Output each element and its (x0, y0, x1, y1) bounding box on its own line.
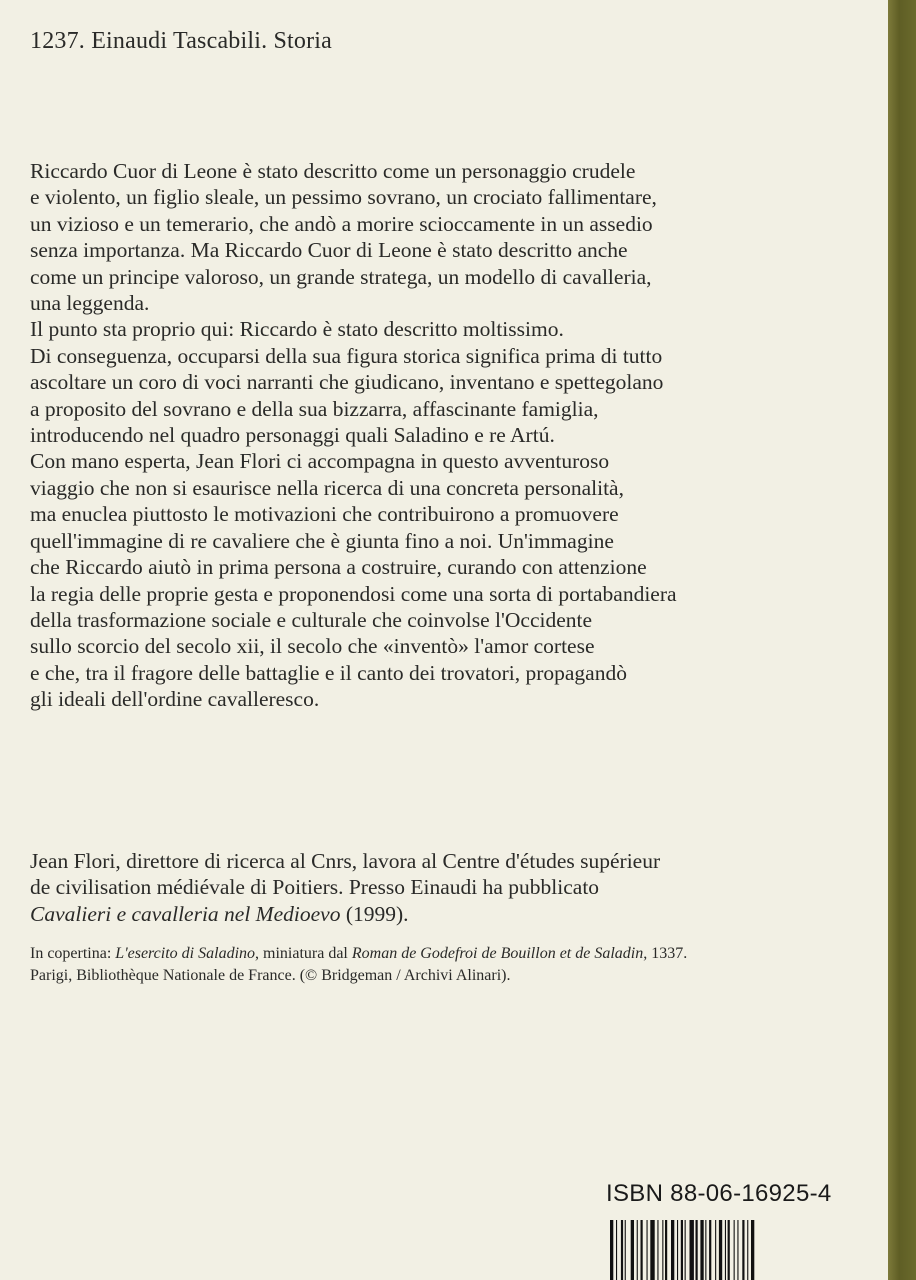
barcode-bar (650, 1220, 654, 1280)
author-bio-line (30, 901, 880, 927)
series-title: 1237. Einaudi Tascabili. Storia (30, 28, 333, 54)
barcode-bar (665, 1220, 667, 1280)
isbn-number: ISBN 88-06-16925-4 (606, 1180, 832, 1207)
blurb-line: un vizioso e un temerario, che andò a morire scioccamente in un assedio (30, 211, 653, 236)
barcode-bar (685, 1220, 686, 1280)
blurb-line: ascoltare un coro di voci narranti che giudicano, inventano e spettegolano (30, 370, 664, 395)
barcode-bar (671, 1220, 674, 1280)
barcode-bar (725, 1220, 726, 1280)
barcode-bar (737, 1220, 738, 1280)
author-bio (30, 848, 880, 927)
blurb-line: che Riccardo aiutò in prima persona a costruire, curando con attenzione (30, 555, 647, 580)
blurb-line: Il punto sta proprio qui: Riccardo è stato descritto moltissimo. (30, 317, 564, 342)
caption-source: Roman de Godefroi de Bouillon et de Saladin (351, 945, 644, 962)
barcode-bar (715, 1220, 716, 1280)
barcode-bar (631, 1220, 634, 1280)
barcode-bar (742, 1220, 744, 1280)
barcode-bar (690, 1220, 694, 1280)
blurb-line: Riccardo Cuor di Leone è stato descritto come un personaggio crudele (30, 159, 636, 183)
barcode-bar (700, 1220, 703, 1280)
caption-mid: , miniatura dal (255, 945, 352, 962)
blurb-line: a proposito del sovrano e della sua bizzarra, affascinante famiglia, (30, 396, 599, 421)
caption-line: Parigi, Bibliothèque Nationale de France. (© Bridgeman / Archivi Alinari). (30, 967, 511, 984)
blurb-line: della trasformazione sociale e culturale che coinvolse l'Occidente (30, 607, 593, 632)
barcode-bar (681, 1220, 683, 1280)
blurb-line: quell'immagine di re cavaliere che è giunta fino a noi. Un'immagine (30, 528, 614, 553)
blurb-line: e che, tra il fragore delle battaglie e il canto dei trovatori, propagandò (30, 660, 627, 685)
barcode-bar (677, 1220, 678, 1280)
barcode-bar (657, 1220, 658, 1280)
blurb-line: come un principe valoroso, un grande stratega, un modello di cavalleria, (30, 264, 652, 289)
barcode-bar (751, 1220, 754, 1280)
barcode-bar (705, 1220, 706, 1280)
barcode-bar (728, 1220, 730, 1280)
blurb-line: viaggio che non si esaurisce nella ricerca di una concreta personalità, (30, 475, 624, 500)
barcode-bar (641, 1220, 643, 1280)
blurb-line: una leggenda. (30, 291, 150, 316)
blurb-line: ma enuclea piuttosto le motivazioni che contribuirono a promuovere (30, 502, 619, 527)
barcode-bar (621, 1220, 623, 1280)
barcode-bar (647, 1220, 648, 1280)
barcode-bar (747, 1220, 748, 1280)
blurb-line: sullo scorcio del secolo xii, il secolo che «inventò» l'amor cortese (30, 634, 595, 659)
barcode-bar (662, 1220, 663, 1280)
caption-work: L'esercito di Saladino (115, 945, 256, 962)
barcode-bar (734, 1220, 735, 1280)
barcode-bar (625, 1220, 626, 1280)
caption-line (30, 943, 890, 965)
blurb-line: introducendo nel quadro personaggi quali Saladino e re Artú. (30, 423, 555, 448)
author-bio-line: Jean Flori, direttore di ricerca al Cnrs, lavora al Centre d'études supérieur (30, 849, 661, 873)
book-year: (1999). (340, 901, 409, 926)
blurb-line: e violento, un figlio sleale, un pessimo sovrano, un crociato fallimentare, (30, 185, 657, 210)
blurb-line: la regia delle proprie gesta e proponendosi come una sorta di portabandiera (30, 581, 677, 606)
barcode-bar (696, 1220, 698, 1280)
caption-prefix: In copertina: (30, 945, 116, 962)
caption-suffix: , 1337. (643, 945, 688, 962)
barcode-bar (719, 1220, 722, 1280)
barcode-bar (637, 1220, 638, 1280)
cover-caption (30, 943, 890, 987)
blurb-line: Di conseguenza, occuparsi della sua figura storica significa prima di tutto (30, 343, 663, 368)
author-bio-line: de civilisation médiévale di Poitiers. Presso Einaudi ha pubblicato (30, 875, 600, 900)
barcode-bar (709, 1220, 711, 1280)
blurb-text (30, 158, 880, 713)
blurb-line: Con mano esperta, Jean Flori ci accompagna in questo avventuroso (30, 449, 610, 474)
book-title: Cavalieri e cavalleria nel Medioevo (30, 901, 341, 926)
blurb-line: senza importanza. Ma Riccardo Cuor di Leone è stato descritto anche (30, 238, 628, 263)
barcode-bar (616, 1220, 617, 1280)
barcode-bar (610, 1220, 613, 1280)
barcode (610, 1220, 822, 1280)
blurb-line: gli ideali dell'ordine cavalleresco. (30, 687, 320, 712)
book-spine-edge (888, 0, 916, 1280)
